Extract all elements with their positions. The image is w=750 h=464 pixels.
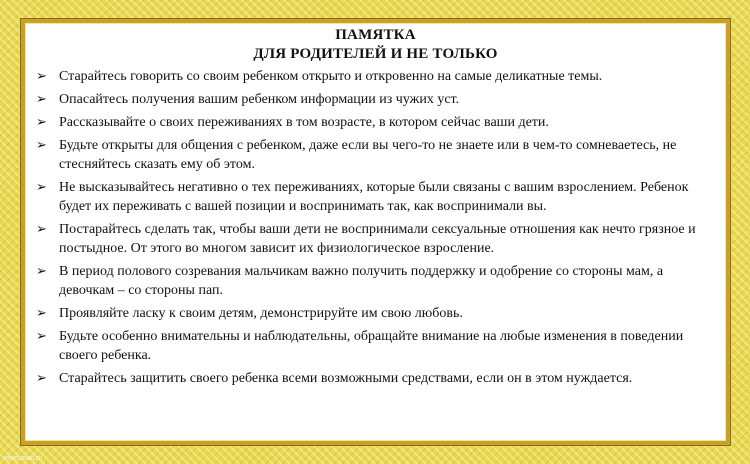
list-item-text: Будьте особенно внимательны и наблюдательны, обращайте внимание на любые изменения в поведении своего ребенка. — [59, 329, 684, 363]
memo-content — [33, 26, 718, 437]
list-item — [33, 178, 718, 216]
arrowhead-bullet-icon: ➢ — [36, 222, 47, 237]
memo-panel — [21, 19, 730, 445]
memo-title — [33, 26, 718, 64]
list-item-text: Не высказывайтесь негативно о тех переживаниях, которые были связаны с вашим взрослением. Ребенок будет их переживать с вашей позиции и воспринимать так, как воспринимали вы. — [59, 180, 689, 214]
memo-title-line-2: ДЛЯ РОДИТЕЛЕЙ И НЕ ТОЛЬКО — [253, 46, 498, 62]
list-item-text: Опасайтесь получения вашим ребенком информации из чужих уст. — [59, 92, 460, 107]
list-item — [33, 136, 718, 174]
arrowhead-bullet-icon: ➢ — [36, 371, 47, 386]
arrowhead-bullet-icon: ➢ — [36, 115, 47, 130]
arrowhead-bullet-icon: ➢ — [36, 180, 47, 195]
list-item-text: В период полового созревания мальчикам важно получить поддержку и одобрение со стороны мам, а девочкам – со стороны пап. — [59, 264, 664, 298]
arrowhead-bullet-icon: ➢ — [36, 264, 47, 279]
list-item-text: Старайтесь защитить своего ребенка всеми возможными средствами, если он в этом нуждается. — [59, 371, 633, 386]
memo-list — [33, 67, 718, 388]
list-item — [33, 67, 718, 86]
list-item — [33, 220, 718, 258]
list-item-text: Будьте открыты для общения с ребенком, даже если вы чего-то не знаете или в чем-то сомневаетесь, не стесняйтесь сказать ему об этом. — [59, 138, 677, 172]
arrowhead-bullet-icon: ➢ — [36, 329, 47, 344]
arrowhead-bullet-icon: ➢ — [36, 69, 47, 84]
arrowhead-bullet-icon: ➢ — [36, 138, 47, 153]
watermark: otvet.mail.ru — [4, 455, 43, 462]
memo-title-line-1: ПАМЯТКА — [335, 27, 416, 43]
arrowhead-bullet-icon: ➢ — [36, 306, 47, 321]
list-item — [33, 113, 718, 132]
list-item — [33, 327, 718, 365]
list-item — [33, 304, 718, 323]
list-item-text: Проявляйте ласку к своим детям, демонстрируйте им свою любовь. — [59, 306, 463, 321]
list-item — [33, 262, 718, 300]
list-item — [33, 90, 718, 109]
arrowhead-bullet-icon: ➢ — [36, 92, 47, 107]
list-item-text: Постарайтесь сделать так, чтобы ваши дети не воспринимали сексуальные отношения как нечто грязное и постыдное. От этого во многом зависит их физиологическое взросление. — [59, 222, 696, 256]
list-item-text: Рассказывайте о своих переживаниях в том возрасте, в котором сейчас ваши дети. — [59, 115, 549, 130]
list-item — [33, 369, 718, 388]
list-item-text: Старайтесь говорить со своим ребенком открыто и откровенно на самые деликатные темы. — [59, 69, 603, 84]
